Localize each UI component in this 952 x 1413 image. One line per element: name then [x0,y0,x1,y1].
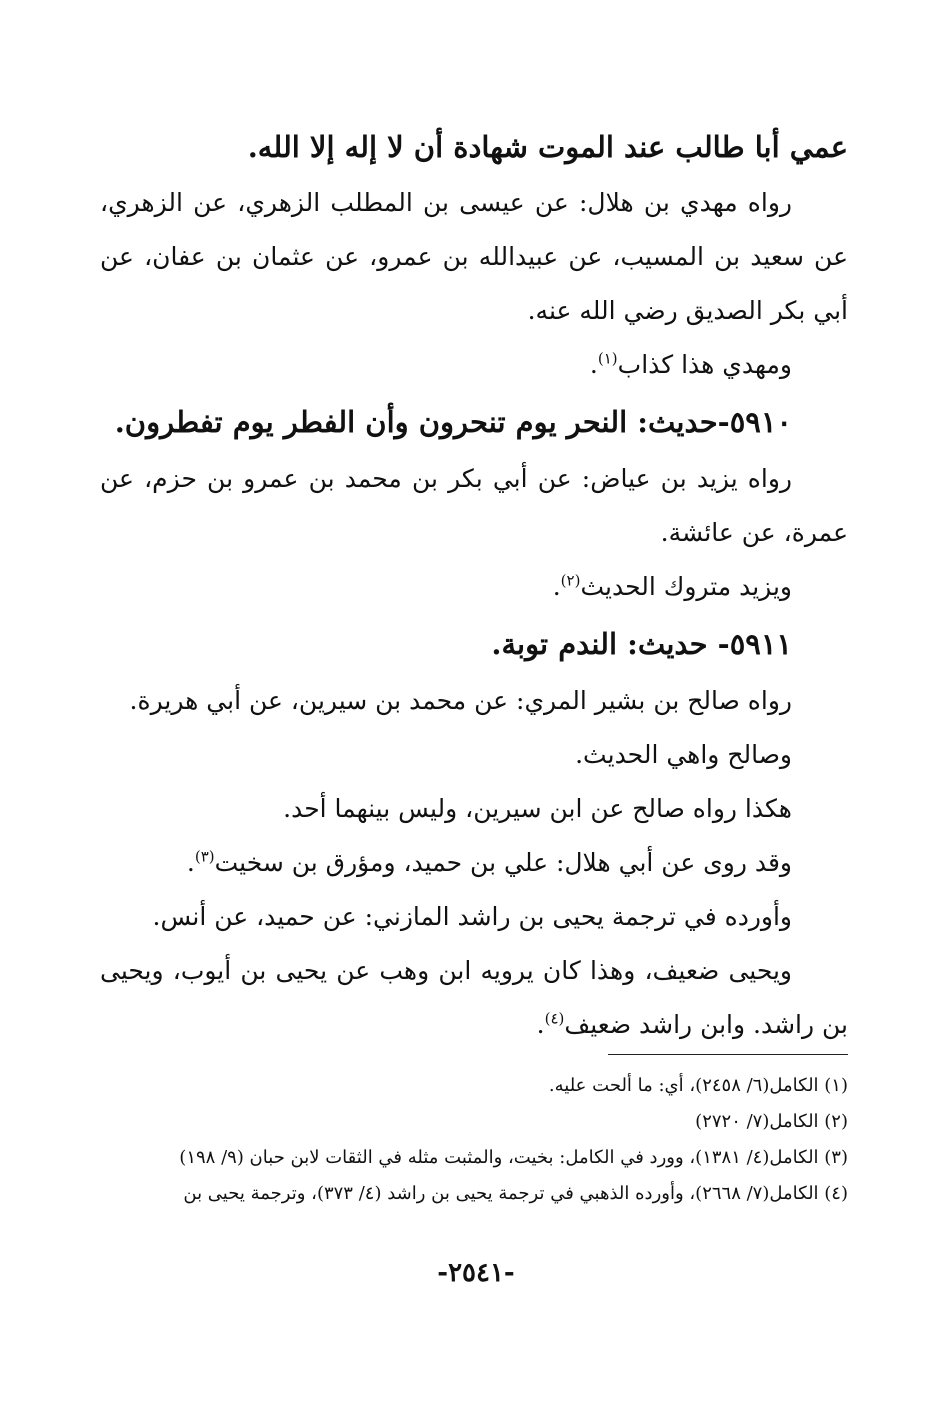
paragraph-5909-verdict [100,338,848,392]
hadith-heading-5911: ٥٩١١- حديث: الندم توبة. [491,627,792,661]
paragraph-5911-tarjama: وأورده في ترجمة يحيى بن راشد المازني: عن حميد، عن أنس. [152,902,792,931]
verdict-end: . [552,572,561,601]
verdict-text: ومهدي هذا كذاب [617,350,792,379]
narrators-end: . [186,848,195,877]
footnote-ref-2[interactable]: (٢) [560,571,581,590]
verdict-text: ويزيد متروك الحديث [580,572,792,601]
footnotes [100,1068,848,1212]
opening-line: عمي أبا طالب عند الموت شهادة أن لا إله إلا الله. [247,130,848,164]
footnote-divider [608,1054,848,1055]
footnote-ref-4[interactable]: (٤) [544,1009,565,1028]
hadith-heading-5910: ٥٩١٠-حديث: النحر يوم تنحرون وأن الفطر يوم تفطرون. [114,405,792,439]
weakness-text: ويحيى ضعيف، وهذا كان يرويه ابن وهب عن يحيى بن أيوب، ويحيى بن راشد. وابن راشد ضعيف [100,956,848,1039]
footnote-1: (١) الكامل(٦/ ٢٤٥٨)، أي: ما ألحت عليه. [548,1075,848,1096]
paragraph-5909-chain: رواه مهدي بن هلال: عن عيسى بن المطلب الزهري، عن الزهري، عن سعيد بن المسيب، عن عبيدالله بن عمرو، عن عثمان بن عفان، عن أبي بكر الصديق رضي الله عنه. [100,188,848,325]
narrators-text: وقد روى عن أبي هلال: علي بن حميد، ومؤرق بن سخيت [214,848,792,877]
footnote-ref-3[interactable]: (٣) [194,847,215,866]
footnote-2: (٢) الكامل(٧/ ٢٧٢٠) [695,1111,848,1132]
verdict-end: . [589,350,598,379]
paragraph-5910-chain: رواه يزيد بن عياض: عن أبي بكر بن محمد بن عمرو بن حزم، عن عمرة، عن عائشة. [100,464,848,547]
footnote-ref-1[interactable]: (١) [597,349,618,368]
main-text [100,118,848,1052]
footnote-4: (٤) الكامل(٧/ ٢٦٦٨)، وأورده الذهبي في ترجمة يحيى بن راشد (٤/ ٣٧٣)، وترجمة يحيى بن [183,1183,848,1204]
paragraph-5910-verdict [100,560,848,614]
paragraph-5911-chain: رواه صالح بن بشير المري: عن محمد بن سيرين، عن أبي هريرة. [129,686,792,715]
weakness-end: . [536,1010,545,1039]
page-number: -٢٥٤١- [437,1258,515,1288]
paragraph-5911-narrators [100,836,848,890]
footnote-3: (٣) الكامل(٤/ ١٣٨١)، وورد في الكامل: بخيت، والمثبت مثله في الثقات لابن حبان (٩/ ١٩٨) [179,1147,848,1168]
paragraph-5911-note: هكذا رواه صالح عن ابن سيرين، وليس بينهما أحد. [283,794,792,823]
paragraph-5911-weakness [100,944,848,1052]
paragraph-5911-verdict: وصالح واهي الحديث. [575,740,792,769]
